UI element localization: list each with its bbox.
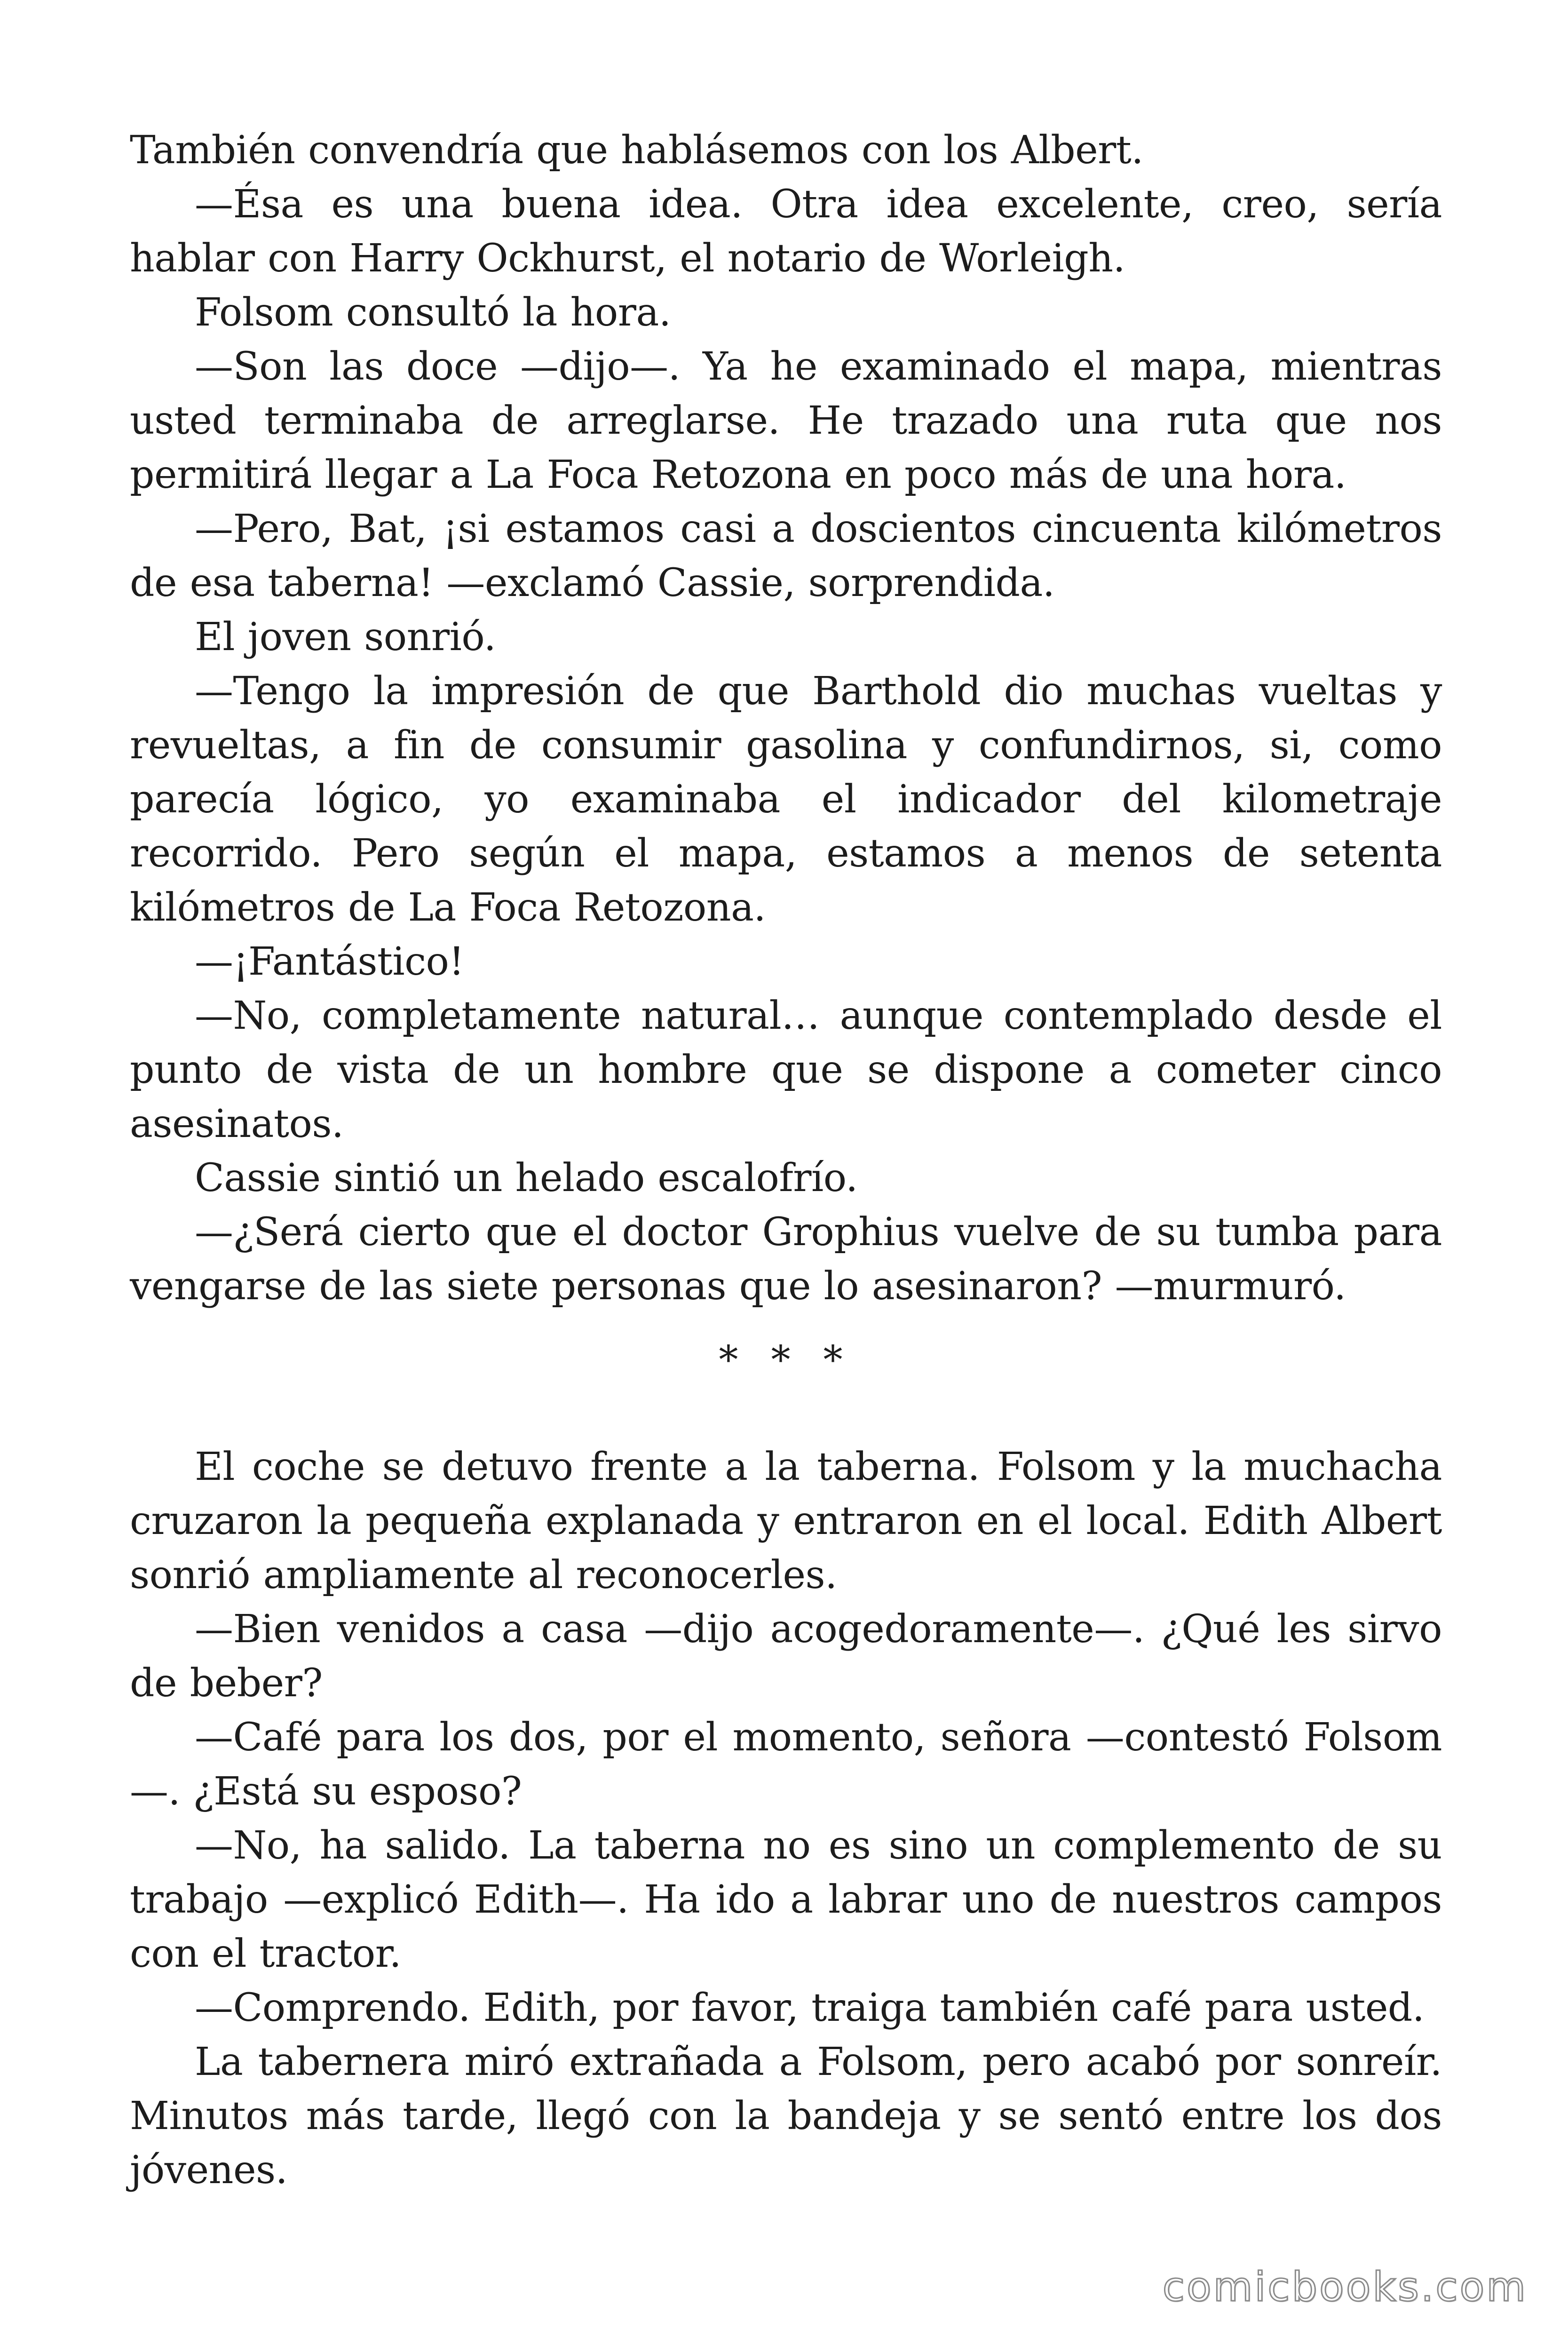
paragraph: El coche se detuvo frente a la taberna. Folsom y la muchacha cruzaron la pequeña explanada y entraron en el local. Edith Albert sonrió ampliamente al reconocerles. <box>130 1445 1442 1597</box>
paragraph: Cassie sintió un helado escalofrío. <box>195 1156 858 1200</box>
paragraph: —No, completamente natural… aunque contemplado desde el punto de vista de un hombre que se dispone a cometer cinco asesinatos. <box>130 993 1442 1146</box>
book-page <box>130 123 1442 2197</box>
paragraph: Folsom consultó la hora. <box>195 290 671 335</box>
paragraph: —Tengo la impresión de que Barthold dio muchas vueltas y revueltas, a fin de consumir gasolina y confundirnos, si, como parecía lógico, yo examinaba el indicador del kilometraje recorrido. Pero según el mapa, estamos a menos de setenta kilómetros de La Foca Retozona. <box>130 669 1442 930</box>
paragraph: —No, ha salido. La taberna no es sino un complemento de su trabajo —explicó Edith—. Ha ido a labrar uno de nuestros campos con el tractor. <box>130 1823 1442 1976</box>
paragraph: —¿Será cierto que el doctor Grophius vuelve de su tumba para vengarse de las siete personas que lo asesinaron? —murmuró. <box>130 1210 1442 1309</box>
paragraph: El joven sonrió. <box>195 615 496 660</box>
paragraph: —Ésa es una buena idea. Otra idea excelente, creo, sería hablar con Harry Ockhurst, el notario de Worleigh. <box>130 182 1442 281</box>
paragraph: —¡Fantástico! <box>195 939 464 984</box>
paragraph: La tabernera miró extrañada a Folsom, pero acabó por sonreír. Minutos más tarde, llegó con la bandeja y se sentó entre los dos jóvenes. <box>130 2040 1442 2193</box>
scene-break: * * * <box>719 1338 853 1383</box>
text-section-after-break <box>130 1440 1442 2197</box>
paragraph: —Pero, Bat, ¡si estamos casi a doscientos cincuenta kilómetros de esa taberna! —exclamó Cassie, sorprendida. <box>130 507 1442 605</box>
paragraph: —Comprendo. Edith, por favor, traiga también café para usted. <box>195 1986 1425 2030</box>
paragraph: —Café para los dos, por el momento, señora —contestó Folsom —. ¿Está su esposo? <box>130 1715 1442 1814</box>
paragraph: —Son las doce —dijo—. Ya he examinado el mapa, mientras usted terminaba de arreglarse. He trazado una ruta que nos permitirá llegar a La Foca Retozona en poco más de una hora. <box>130 344 1442 497</box>
watermark-logo: comicbooks.com <box>1162 2264 1528 2311</box>
paragraph: —Bien venidos a casa —dijo acogedoramente—. ¿Qué les sirvo de beber? <box>130 1607 1442 1706</box>
text-section-before-break <box>130 123 1442 1313</box>
paragraph: También convendría que hablásemos con los Albert. <box>130 128 1143 173</box>
